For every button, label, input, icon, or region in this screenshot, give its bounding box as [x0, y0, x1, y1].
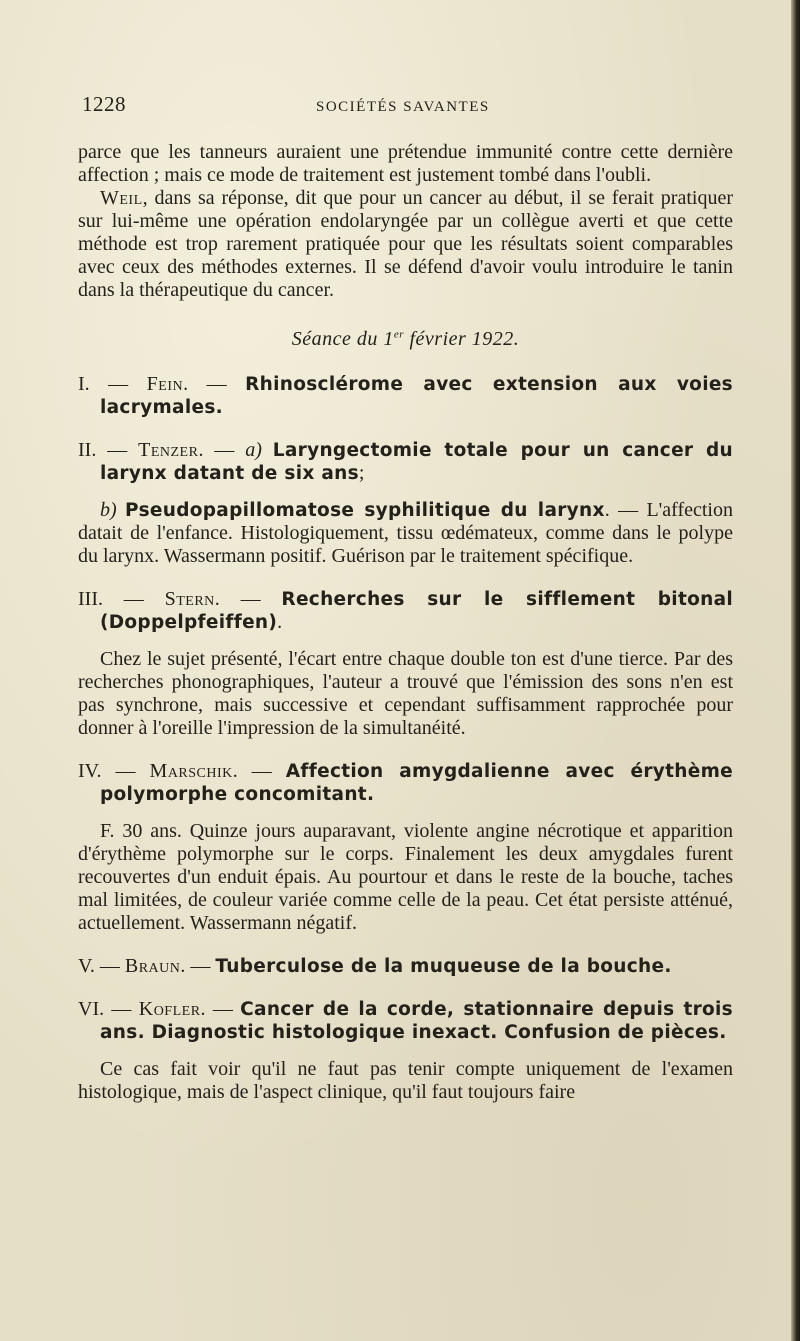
item-ii-b — [78, 499, 733, 568]
item-i-title: Rhinosclérome avec extension aux voies lacrymales. — [100, 374, 733, 418]
running-header — [78, 93, 733, 117]
item-ii-sep: . — — [198, 439, 246, 461]
page-content — [78, 93, 733, 1104]
item-iv — [78, 760, 733, 806]
author-weil: Weil — [100, 187, 143, 209]
item-i-author: Fein — [146, 373, 184, 395]
item-ii-numeral: II. — — [78, 439, 139, 461]
page-edge-shadow — [791, 0, 800, 1341]
item-v — [78, 955, 733, 978]
seance-prefix: Séance du 1 — [291, 328, 394, 350]
continuation-paragraph: parce que les tanneurs auraient une prétendue immunité contre cette dernière affection ; mais ce mode de traitement est justement tombé dans l'oubli. — [78, 141, 733, 186]
item-iii — [78, 588, 733, 634]
weil-text: , dans sa réponse, dit que pour un cancer au début, il se ferait pratiquer sur lui-même une opération endolaryngée par un collègue averti et que cette méthode est trop rarement pratiquée pour que les résultats soient comparables avec ceux des méthodes externes. Il se défend d'avoir voulu introduire le tanin dans la thérapeutique du cancer. — [78, 187, 733, 301]
item-ii-a-marker: a) — [245, 439, 273, 461]
seance-heading — [78, 328, 733, 351]
item-vi-numeral: VI. — — [78, 998, 139, 1020]
item-iv-numeral: IV. — — [78, 760, 150, 782]
item-ii-a-end: ; — [358, 462, 365, 484]
weil-paragraph — [78, 187, 733, 302]
item-vi-title: Cancer de la corde, stationnaire depuis trois ans. Diagnostic histologique inexact. Confusion de pièces. — [100, 999, 733, 1043]
item-iii-body: Chez le sujet présenté, l'écart entre chaque double ton est d'une tierce. Par des recherches phonographiques, l'auteur a trouvé que l'émission des sons n'en est pas synchrone, mais successive et cependant suffisamment rapprochée pour donner à l'oreille l'impression de la simultanéité. — [78, 648, 733, 739]
item-v-title: Tuberculose de la muqueuse de la bouche. — [215, 956, 672, 977]
item-v-sep: . — — [180, 955, 216, 977]
item-ii-b-sep: . — — [604, 499, 647, 521]
item-ii — [78, 439, 733, 485]
item-ii-author: Tenzer — [138, 439, 199, 461]
item-vi-author: Kofler — [138, 998, 201, 1020]
item-ii-a-title: Laryngectomie totale pour un cancer du larynx datant de six ans — [100, 440, 733, 484]
seance-sup: er — [393, 328, 404, 341]
item-iii-sep: . — — [214, 588, 282, 610]
seance-suffix: février 1922. — [404, 328, 520, 350]
item-i-numeral: I. — — [78, 373, 147, 395]
item-vi-sep: . — — [200, 998, 241, 1020]
page-number: 1228 — [82, 92, 126, 116]
item-v-author: Braun — [124, 955, 181, 977]
item-i — [78, 373, 733, 419]
item-iv-sep: . — — [232, 760, 286, 782]
running-title: SOCIÉTÉS SAVANTES — [316, 99, 490, 115]
item-iii-numeral: III. — — [78, 588, 165, 610]
item-iii-author: Stern — [164, 588, 215, 610]
item-iii-end: . — [277, 611, 283, 633]
item-ii-b-text: L'affection datait de l'enfance. Histologiquement, tissu œdémateux, comme dans le polype du larynx. Wassermann positif. Guérison par le traitement spécifique. — [78, 499, 733, 567]
item-iv-body: F. 30 ans. Quinze jours auparavant, violente angine nécrotique et apparition d'érythème polymorphe sur le corps. Finalement les deux amygdales furent recouvertes d'un enduit épais. Au pourtour et dans le reste de la bouche, taches mal limitées, de couleur variée comme celle de la peau. Cet état persiste atténué, actuellement. Wassermann négatif. — [78, 820, 733, 934]
item-iv-author: Marschik — [149, 760, 233, 782]
item-v-numeral: V. — — [78, 955, 125, 977]
item-iv-title: Affection amygdalienne avec érythème polymorphe concomitant. — [100, 761, 733, 805]
item-ii-b-title: Pseudopapillomatose syphilitique du larynx — [125, 500, 605, 521]
item-vi-body: Ce cas fait voir qu'il ne faut pas tenir compte uniquement de l'examen histologique, mais de l'aspect clinique, qu'il faut toujours faire — [78, 1058, 733, 1103]
item-ii-b-marker: b) — [100, 499, 126, 521]
item-iii-title: Recherches sur le sifflement bitonal (Doppelpfeiffen) — [100, 589, 733, 633]
item-i-sep: . — — [183, 373, 246, 395]
item-vi — [78, 998, 733, 1044]
